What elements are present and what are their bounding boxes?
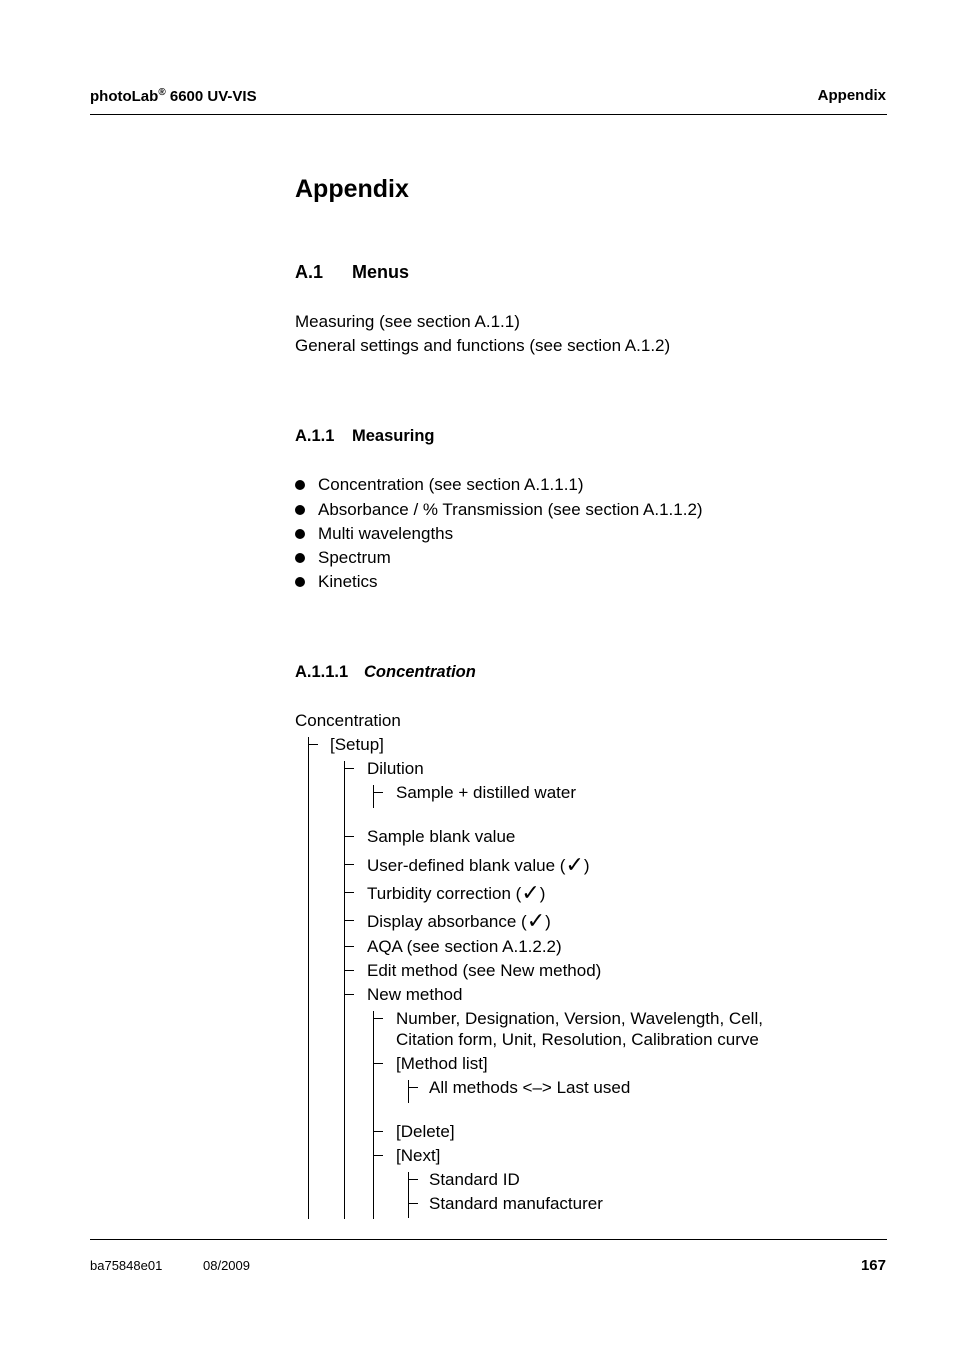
list-item: Kinetics <box>318 572 378 591</box>
tree-branch <box>344 920 354 921</box>
a1-line-1: Measuring (see section A.1.1) <box>295 312 520 331</box>
header-product: photoLab® 6600 UV-VIS <box>90 87 257 105</box>
bullet-icon <box>295 553 305 563</box>
list-item: Multi wavelengths <box>318 524 454 543</box>
section-a11-number: A.1.1 <box>295 427 335 445</box>
section-a111-number: A.1.1.1 <box>295 663 349 681</box>
tree-line-method-list <box>408 1080 409 1103</box>
checkmark-icon: ✓ <box>565 853 584 878</box>
footer-date: 08/2009 <box>203 1258 250 1273</box>
tree-aqa: AQA (see section A.1.2.2) <box>367 937 562 956</box>
list-item: Concentration (see section A.1.1.1) <box>318 475 584 494</box>
tree-branch <box>308 744 318 745</box>
tree-root: Concentration <box>295 711 401 730</box>
tree-method-list: [Method list] <box>396 1054 488 1073</box>
tree-next: [Next] <box>396 1146 441 1165</box>
tree-new-method: New method <box>367 985 463 1004</box>
tree-branch <box>408 1179 418 1180</box>
tree-branch <box>344 946 354 947</box>
tree-branch <box>373 1155 383 1156</box>
tree-line-level3 <box>373 1011 374 1219</box>
header-section: Appendix <box>817 87 886 104</box>
tree-dilution: Dilution <box>367 759 424 778</box>
tree-branch <box>373 1018 383 1019</box>
list-item: Spectrum <box>318 548 391 567</box>
tree-branch <box>408 1087 418 1088</box>
tree-sample-water: Sample + distilled water <box>396 783 577 802</box>
footer-rule <box>90 1239 887 1240</box>
page-title: Appendix <box>295 175 409 203</box>
tree-branch <box>344 892 354 893</box>
section-a111-title: Concentration <box>364 663 476 681</box>
bullet-icon <box>295 480 305 490</box>
bullet-icon <box>295 529 305 539</box>
bullet-icon <box>295 505 305 515</box>
tree-line-level2 <box>344 761 345 1219</box>
tree-setup: [Setup] <box>330 735 384 754</box>
tree-user-blank: User-defined blank value (✓) <box>367 853 590 878</box>
tree-edit-method: Edit method (see New method) <box>367 961 602 980</box>
tree-branch <box>344 768 354 769</box>
tree-line-dilution <box>373 785 374 808</box>
tree-standard-id: Standard ID <box>429 1170 520 1189</box>
tree-all-methods: All methods <–> Last used <box>429 1078 631 1097</box>
tree-display-absorbance: Display absorbance (✓) <box>367 909 551 934</box>
tree-line-level1 <box>308 737 309 1219</box>
tree-sample-blank: Sample blank value <box>367 827 516 846</box>
tree-delete: [Delete] <box>396 1122 455 1141</box>
tree-branch <box>344 994 354 995</box>
tree-branch <box>344 864 354 865</box>
section-a1-title: Menus <box>352 262 410 282</box>
tree-turbidity: Turbidity correction (✓) <box>367 881 546 906</box>
tree-branch <box>408 1203 418 1204</box>
tree-branch <box>344 836 354 837</box>
footer-doc-id: ba75848e01 <box>90 1258 163 1273</box>
tree-branch <box>373 1063 383 1064</box>
page-number: 167 <box>860 1257 886 1274</box>
tree-fields-line-1: Number, Designation, Version, Wavelength, Cell, <box>396 1009 763 1028</box>
checkmark-icon: ✓ <box>521 881 540 906</box>
header-rule <box>90 114 887 115</box>
a1-line-2: General settings and functions (see section A.1.2) <box>295 336 671 355</box>
checkmark-icon: ✓ <box>526 909 546 934</box>
tree-fields-line-2: Citation form, Unit, Resolution, Calibration curve <box>396 1030 759 1049</box>
section-a1-number: A.1 <box>295 262 324 282</box>
tree-branch <box>373 1131 383 1132</box>
bullet-icon <box>295 577 305 587</box>
tree-branch <box>344 970 354 971</box>
tree-branch <box>373 792 383 793</box>
tree-standard-manufacturer: Standard manufacturer <box>429 1194 603 1213</box>
list-item: Absorbance / % Transmission (see section A.1.1.2) <box>318 500 703 519</box>
section-a11-title: Measuring <box>352 427 435 445</box>
